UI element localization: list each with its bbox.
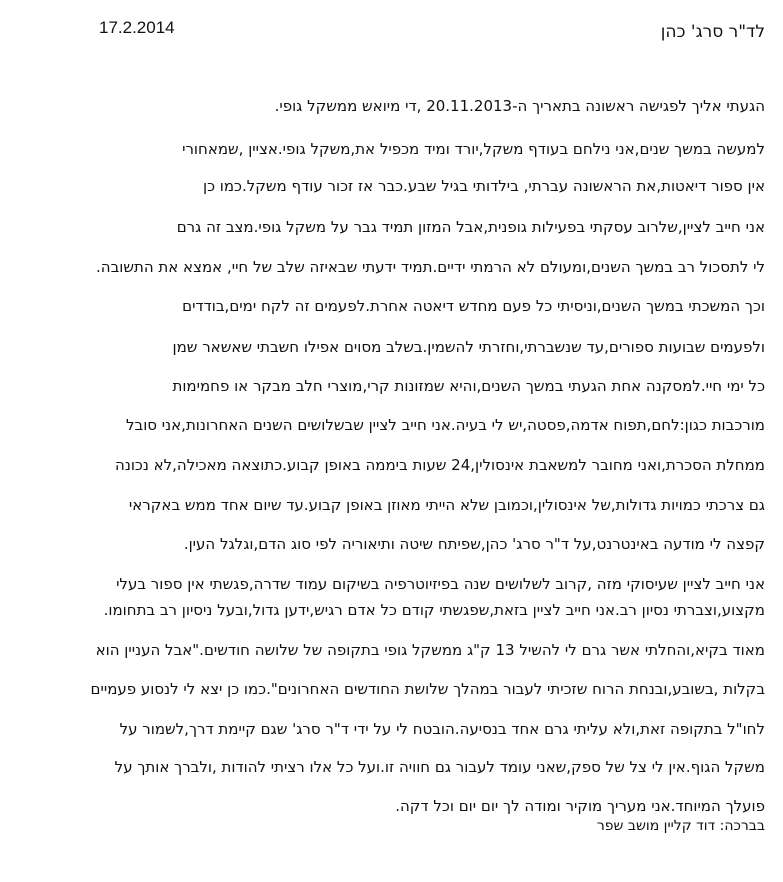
letter-line: אני חייב לציין שעיסוקי מזה ,קרוב לשלושים שנה בפיזיוטרפיה בשיקום עמוד שדרה,פגשתי אין ספור בעלי bbox=[116, 575, 765, 593]
letter-line: כל ימי חיי.למסקנה אחת הגעתי במשך השנים,והיא שמזונות קרי,מוצרי חלב מבקר או פחמימות bbox=[172, 377, 765, 395]
letter-line: קפצה לי מודעה באינטרנט,על ד"ר סרג' כהן,שפיתח שיטה ותיאוריה לפי סוג הדם,וגלגל העין. bbox=[183, 535, 765, 553]
letter-line: ממחלת הסכרת,ואני מחובר למשאבת אינסולין,24 שעות ביממה באופן קבוע.כתוצאה מאכילה,לא נכונה bbox=[115, 456, 765, 474]
letter-line: לי לתסכול רב במשך השנים,ומעולם לא הרמתי ידיים.תמיד ידעתי שבאיזה שלב של חיי, אמצא את התשובה. bbox=[96, 258, 765, 276]
letter-line: וכך המשכתי במשך השנים,וניסיתי כל פעם מחדש דיאטה אחרת.לפעמים זה לקח ימים,בודדים bbox=[182, 297, 765, 315]
letter-line: אין ספור דיאטות,את הראשונה עברתי, בילדותי בגיל שבע.כבר אז זכור עודף משקל.כמו כן bbox=[203, 177, 765, 195]
letter-line: ולפעמים שבועות ספורים,עד שנשברתי,וחזרתי להשמין.בשלב מסוים אפילו חשבתי שאשאר שמן bbox=[172, 338, 765, 356]
letter-date: 17.2.2014 bbox=[99, 18, 175, 37]
letter-line: גם צרכתי כמויות גדולות,של אינסולין,וכמובן שלא הייתי מאוזן באופן קבוע.עד שיום אחד ממש באקראי bbox=[128, 496, 765, 514]
letter-line: מורכבות כגון:לחם,תפוח אדמה,פסטה,יש לי בעיה.אני חייב לציין שבשלושים השנים האחרונות,אני סובל bbox=[126, 416, 765, 434]
letter-line: מאוד בקיא,והחלתי אשר גרם לי להשיל 13 ק"ג ממשקל גופי בתקופה של שלושה חודשים."אבל העניין הוא bbox=[95, 641, 765, 659]
letter-line: לחו"ל בתקופה זאת,ולא עליתי גרם אחד בנסיעה.הובטח לי על ידי ד"ר סרג' שגם קיימת דרך,לשמור על bbox=[119, 720, 765, 738]
letter-line: אני חייב לציין,שלרוב עסקתי בפעילות גופנית,אבל המזון תמיד גבר על משקל גופי.מצב זה גרם bbox=[176, 218, 765, 236]
letter-line: פועלך המיוחד.אני מעריך מוקיר ומודה לך יום יום וכל דקה. bbox=[395, 797, 765, 815]
letter-recipient: לד"ר סרג' כהן bbox=[660, 22, 765, 42]
letter-line: משקל הגוף.אין לי צל של ספק,שאני עומד לעבור גם חוויה זו.ועל כל אלו רציתי להודות ,ולברך אותך על bbox=[114, 758, 765, 776]
letter-line: בקלות ,בשובע,ובנחת הרוח שזכיתי לעבור במהלך שלושת החודשים האחרונים".כמו כן יצא לי לנסוע פעמיים bbox=[90, 680, 765, 698]
letter-signature: בברכה: דוד קליין מושב שפר bbox=[596, 818, 765, 834]
letter-line: הגעתי אליך לפגישה ראשונה בתאריך ה-20.11.2013 ,די מיואש ממשקל גופי. bbox=[274, 97, 765, 115]
letter-line: למעשה במשך שנים,אני נילחם בעודף משקל,יורד ומיד מכפיל את,משקל גופי.אציין ,שמאחורי bbox=[182, 140, 765, 158]
letter-line: מקצוע,וצברתי נסיון רב.אני חייב לציין בזאת,שפגשתי קודם כל אדם רגיש,ידען גדול,ובעל ניסיון רב בתחומו. bbox=[103, 601, 765, 619]
